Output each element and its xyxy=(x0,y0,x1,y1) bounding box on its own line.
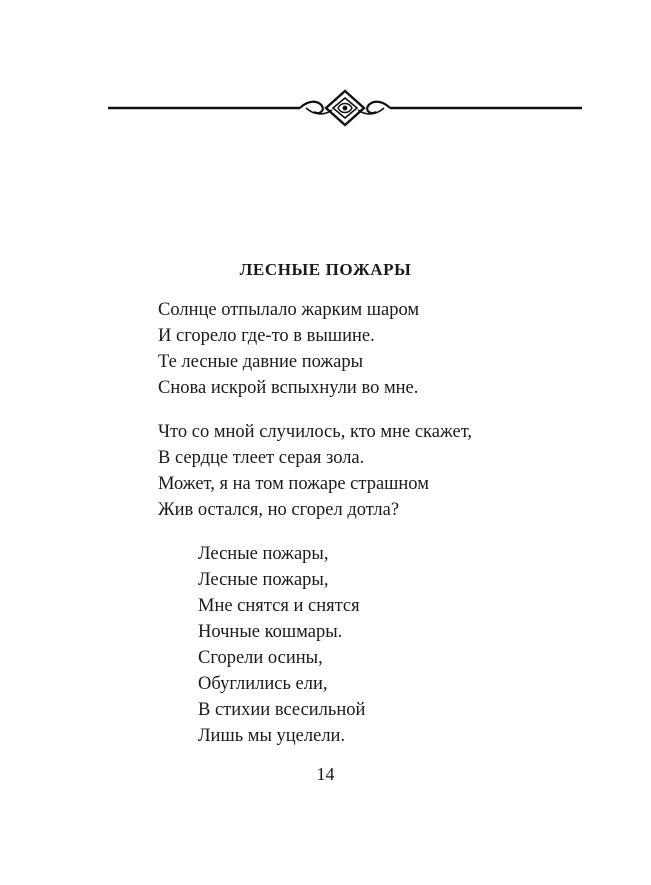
decorative-divider-icon xyxy=(108,88,582,128)
poem-line: В сердце тлеет серая зола. xyxy=(158,448,365,468)
poem-line: И сгорело где-то в вышине. xyxy=(158,326,375,346)
poem-line: Солнце отпылало жарким шаром xyxy=(158,300,420,320)
poem-line: Лесные пожары, xyxy=(198,544,329,564)
poem-line: Обуглились ели, xyxy=(198,674,328,694)
page-number: 14 xyxy=(316,764,335,784)
poem-title: ЛЕСНЫЕ ПОЖАРЫ xyxy=(239,260,412,279)
poem-line: В стихии всесильной xyxy=(198,700,366,720)
poem-line: Те лесные давние пожары xyxy=(158,352,364,372)
stanza-2 xyxy=(158,419,472,523)
poem-line: Жив остался, но сгорел дотла? xyxy=(158,500,400,520)
poem-line: Мне снятся и снятся xyxy=(198,596,360,616)
stanza-1 xyxy=(158,297,419,401)
refrain-stanza xyxy=(198,541,365,749)
poem-line: Может, я на том пожаре страшном xyxy=(158,474,429,494)
poem-line: Лишь мы уцелели. xyxy=(198,726,346,746)
poem-line: Что со мной случилось, кто мне скажет, xyxy=(158,422,473,442)
poem-line: Снова искрой вспыхнули во мне. xyxy=(158,378,419,398)
poem-line: Ночные кошмары. xyxy=(198,622,343,642)
poem-line: Лесные пожары, xyxy=(198,570,329,590)
poem-line: Сгорели осины, xyxy=(198,648,323,668)
